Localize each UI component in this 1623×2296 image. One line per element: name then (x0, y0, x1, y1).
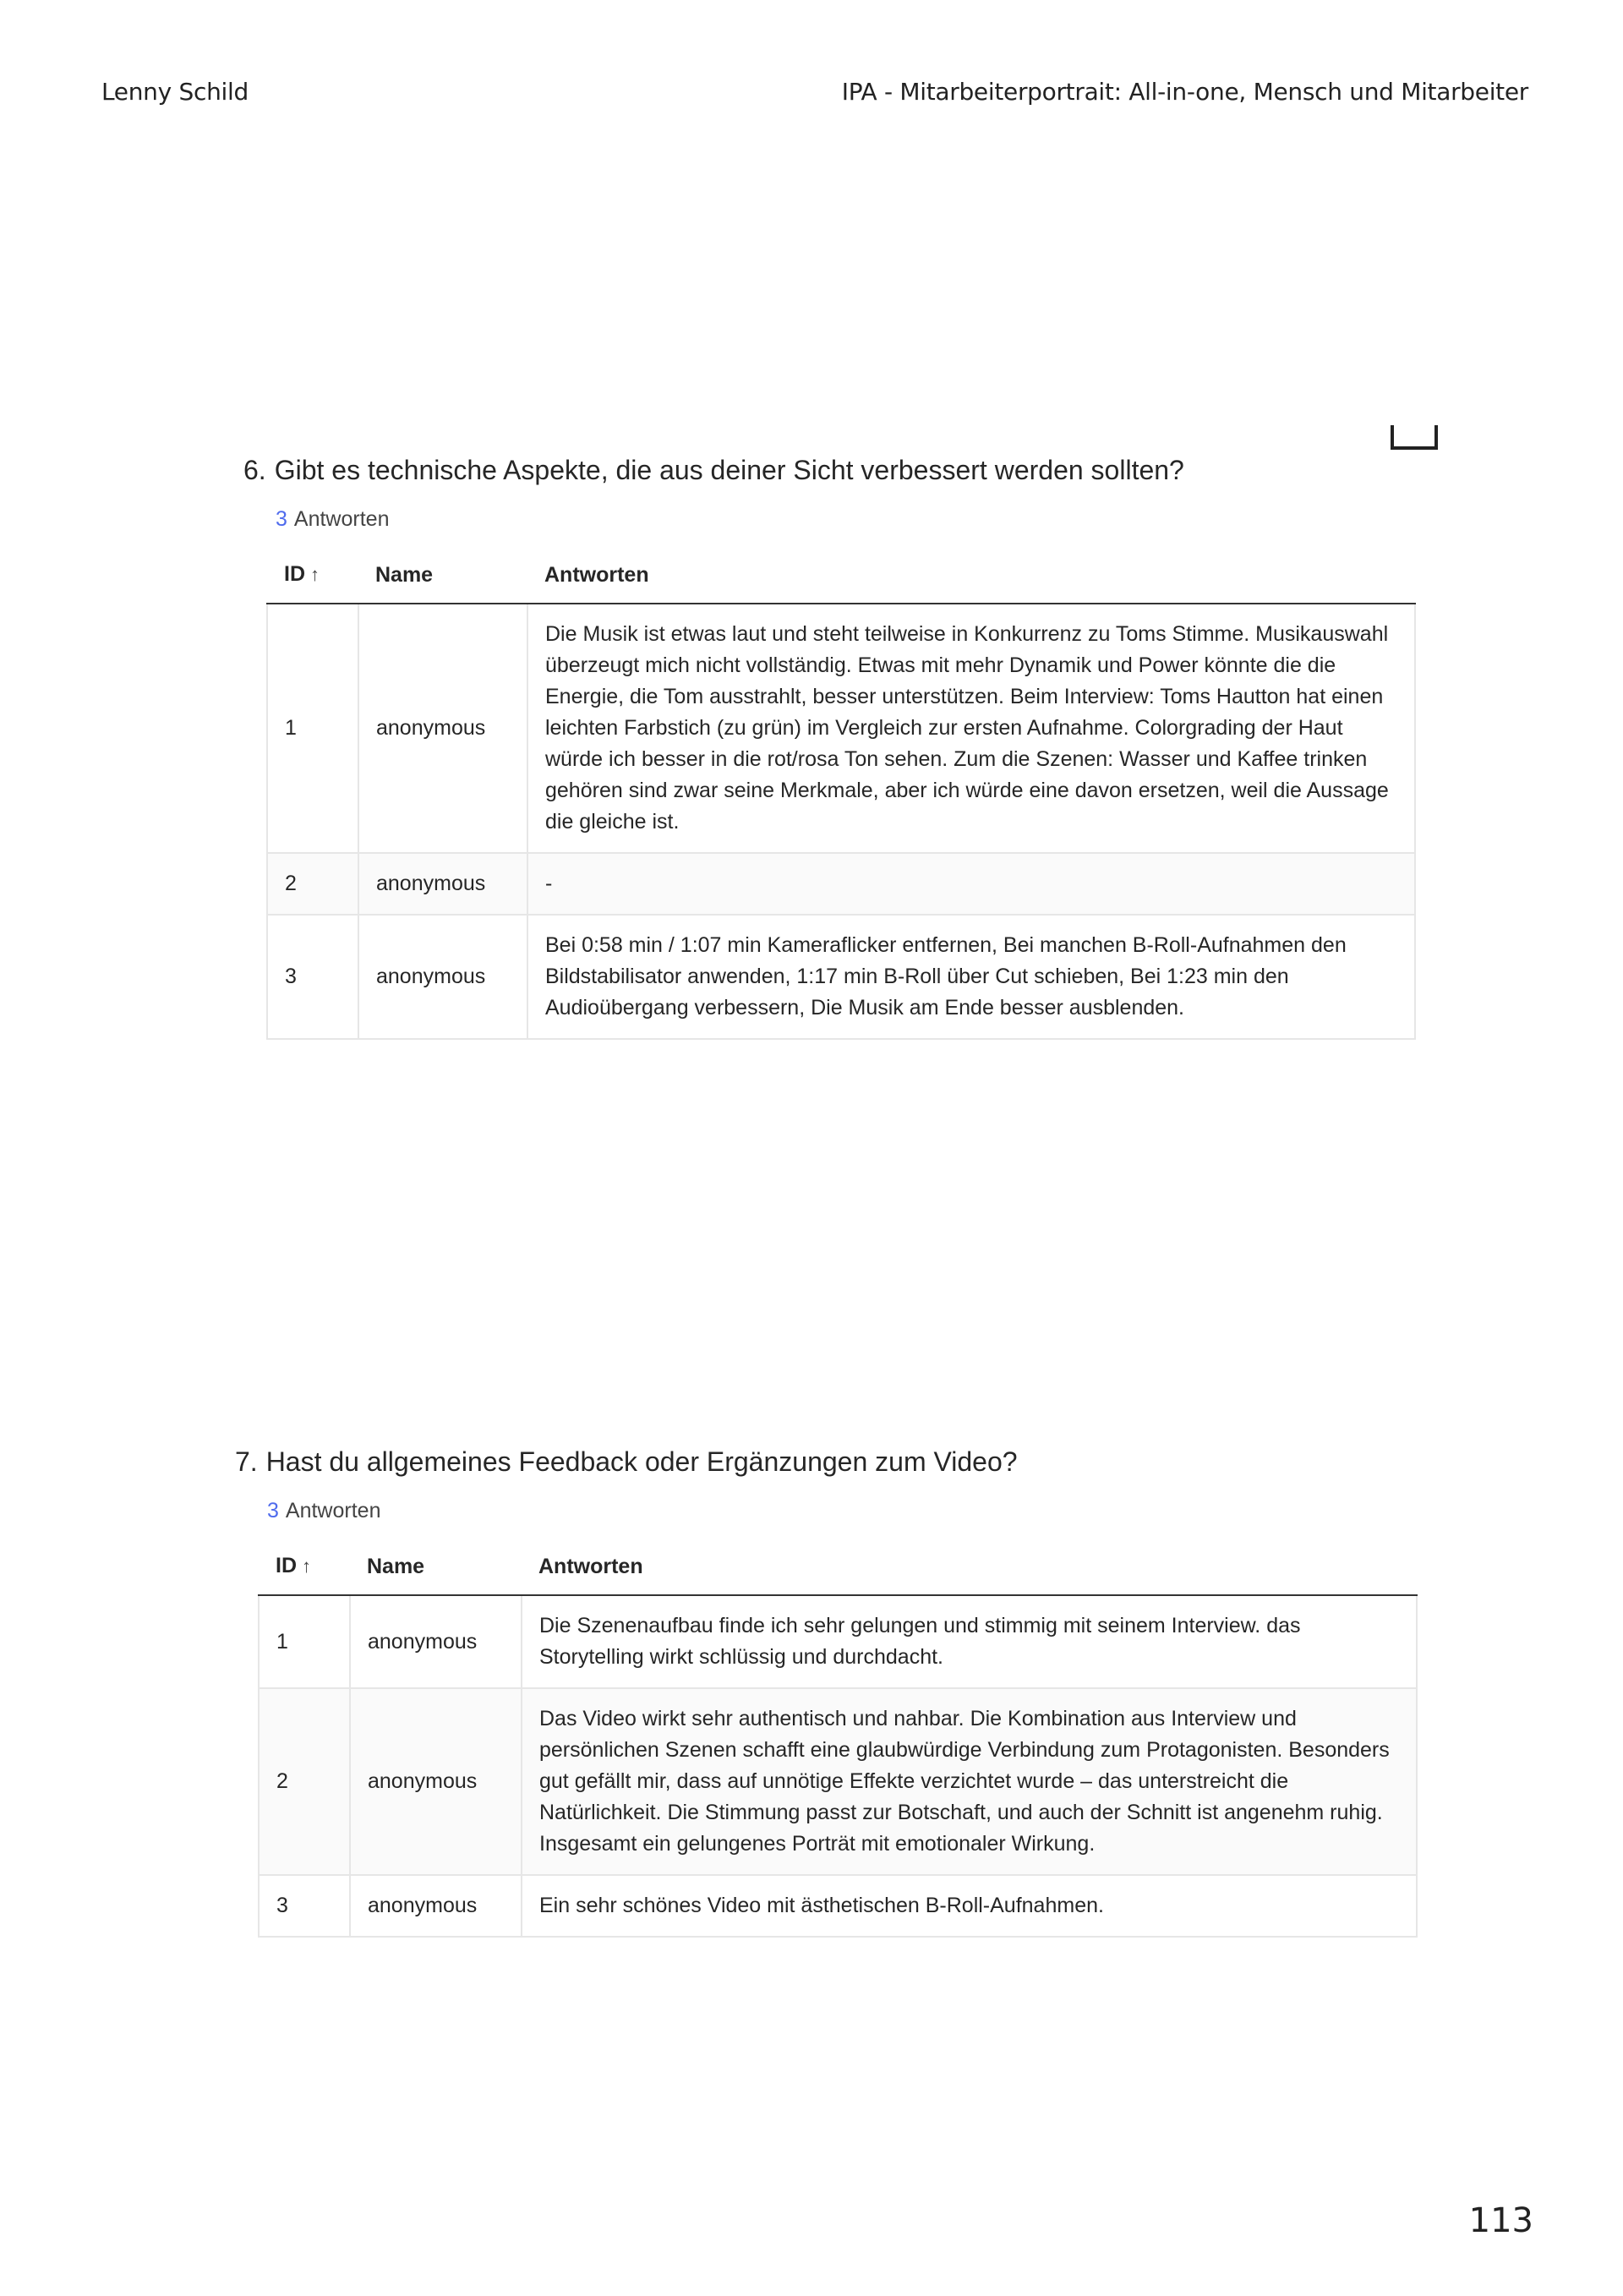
cell-answer: Die Szenenaufbau finde ich sehr gelungen und stimmig mit seinem Interview. das Storytelling wirkt schlüssig und durchdacht. (522, 1595, 1417, 1688)
column-header-answers[interactable]: Antworten (522, 1551, 1417, 1595)
table-row (259, 1875, 1417, 1937)
cell-id: 2 (267, 853, 358, 915)
answers-table-7 (258, 1551, 1418, 1938)
question-6-title (243, 453, 1416, 487)
cell-name: anonymous (358, 915, 527, 1039)
question-6-count (276, 506, 1416, 533)
cell-answer: Das Video wirkt sehr authentisch und nahbar. Die Kombination aus Interview und persönlichen Szenen schafft eine glaubwürdige Verbindung zum Protagonisten. Besonders gut gefällt mir, dass auf unnötige Effekte verzichtet wurde – das unterstreicht die Natürlichkeit. Die Stimmung passt zur Botschaft, und auch der Schnitt ist angenehm ruhig. Insgesamt ein gelungenes Porträt mit emotionaler Wirkung. (522, 1688, 1417, 1875)
cell-name: anonymous (358, 604, 527, 853)
question-6-number: 6. (243, 455, 266, 485)
cell-name: anonymous (350, 1688, 522, 1875)
answer-count: 3 (267, 1499, 279, 1522)
table-row (259, 1595, 1417, 1688)
page-header (101, 74, 1528, 108)
column-header-name[interactable]: Name (350, 1551, 522, 1595)
question-6-section (243, 453, 1416, 1040)
cell-name: anonymous (350, 1875, 522, 1937)
cell-id: 2 (259, 1688, 350, 1875)
cell-answer: Ein sehr schönes Video mit ästhetischen B-Roll-Aufnahmen. (522, 1875, 1417, 1937)
question-7-section (235, 1445, 1418, 1938)
table-row (259, 1688, 1417, 1875)
header-title: IPA - Mitarbeiterportrait: All-in-one, Mensch und Mitarbeiter (841, 77, 1528, 106)
cell-answer: Bei 0:58 min / 1:07 min Kameraflicker entfernen, Bei manchen B-Roll-Aufnahmen den Bildstabilisator anwenden, 1:17 min B-Roll über Cut schieben, Bei 1:23 min den Audioübergang verbessern, Die Musik am Ende besser ausblenden. (527, 915, 1415, 1039)
answers-table-6 (266, 560, 1416, 1040)
question-6-text: Gibt es technische Aspekte, die aus deiner Sicht verbessert werden sollten? (274, 455, 1184, 485)
table-row (267, 915, 1415, 1039)
cell-answer: - (527, 853, 1415, 915)
cell-id: 1 (267, 604, 358, 853)
answer-count-label: Antworten (285, 1499, 381, 1522)
answer-count: 3 (276, 507, 287, 531)
page-number: 113 (1468, 2201, 1533, 2240)
arrow-up-icon: ↑ (302, 1555, 311, 1577)
question-7-number: 7. (235, 1446, 258, 1477)
question-7-count (267, 1497, 1418, 1524)
cell-answer: Die Musik ist etwas laut und steht teilweise in Konkurrenz zu Toms Stimme. Musikauswahl überzeugt mich nicht vollständig. Etwas mit mehr Dynamik und Power könnte die die Energie, die Tom ausstrahlt, besser unterstützen. Beim Interview: Toms Hautton hat einen leichten Farbstich (zu grün) im Vergleich zur ersten Aufnahme. Colorgrading der Haut würde ich besser in die rot/rosa Ton sehen. Zum die Szenen: Wasser und Kaffee trinken gehören sind zwar seine Merkmale, aber ich würde eine davon ersetzen, weil die Aussage die gleiche ist. (527, 604, 1415, 853)
arrow-up-icon: ↑ (310, 564, 320, 585)
column-header-name[interactable]: Name (358, 560, 527, 604)
cell-name: anonymous (358, 853, 527, 915)
table-header-row (259, 1551, 1417, 1595)
bracket-icon (1390, 425, 1439, 451)
header-author: Lenny Schild (101, 77, 249, 106)
column-header-id[interactable]: ID ↑ (259, 1551, 350, 1595)
cell-id: 3 (267, 915, 358, 1039)
cell-id: 3 (259, 1875, 350, 1937)
question-7-text: Hast du allgemeines Feedback oder Ergänzungen zum Video? (265, 1446, 1018, 1477)
answer-count-label: Antworten (293, 507, 390, 531)
table-header-row (267, 560, 1415, 604)
column-header-answers[interactable]: Antworten (527, 560, 1415, 604)
cell-id: 1 (259, 1595, 350, 1688)
question-7-title (235, 1445, 1418, 1479)
column-header-id[interactable]: ID ↑ (267, 560, 358, 604)
table-row (267, 604, 1415, 853)
table-row (267, 853, 1415, 915)
cell-name: anonymous (350, 1595, 522, 1688)
